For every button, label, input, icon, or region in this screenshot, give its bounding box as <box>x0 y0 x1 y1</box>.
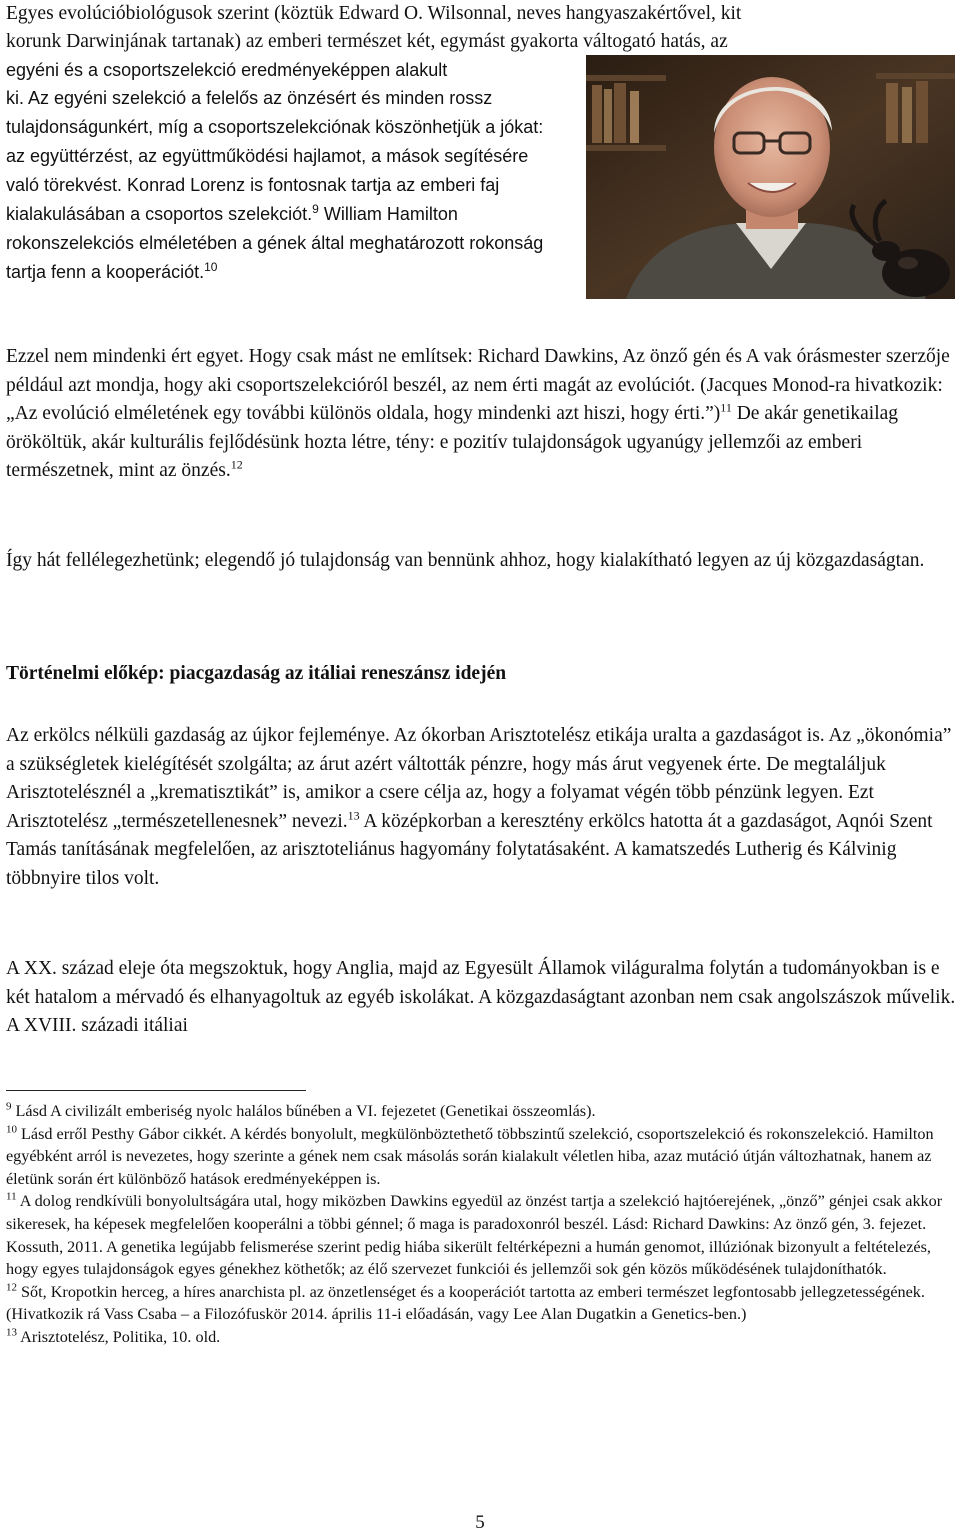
footnote-ref[interactable]: 11 <box>720 400 732 415</box>
paragraph-text: A középkorban a keresztény erkölcs hatotta át a gazdaságot, Aqnói Szent Tamás tanításának megfelelően, az arisztoteliánus hagyomány folytatásaként. A kamatszedés Lutherig és Kálvinig többnyire tilos volt. <box>6 810 933 889</box>
footnote-number: 13 <box>6 1326 17 1339</box>
footnote-number: 9 <box>6 1100 12 1113</box>
footnote-ref[interactable]: 9 <box>312 202 319 216</box>
footnote-text: A dolog rendkívüli bonyolultságára utal, hogy miközben Dawkins egyedül az önzést tartja a szelekció hajtóerejének, „önző” génjei csak akkor sikeresek, ha képesek megfelelően kooperálni a többi génnel; ő maga is paradoxonról beszél. Lásd: Richard Dawkins: Az önző gén, 3. fejezet. Kossuth, 2011. A genetika legújabb felismerése szerint pedig hiába sikerült feltérképezni a humán genomot, illúziónak bizonyult a feltételezés, hogy egyes tulajdonságok egyes génekhez köthetők; az élő szervezet funkciói és jellemzői sok gén közös működésének tulajdoníthatók. <box>6 1192 943 1279</box>
footnotes <box>6 1100 956 1349</box>
footnote-13 <box>6 1326 956 1349</box>
footnote-number: 11 <box>6 1190 17 1203</box>
footnote-11 <box>6 1190 956 1280</box>
portrait-image <box>586 55 955 299</box>
footnote-text: Lásd erről Pesthy Gábor cikkét. A kérdés bonyolult, megkülönböztethető többszintű szelekció, csoportszelekció és rokonszelekció. Hamilton egyébként arról is nevezetes, hogy szerinte a gének nem csak másolás során kialakult véletlen hiba, azaz mutáció útján változhatnak, hanem az életünk során ért különböző hatások eredményeképpen is. <box>6 1124 934 1188</box>
paragraph-conclusion: Így hát fellélegezhetünk; elegendő jó tulajdonság van bennünk ahhoz, hogy kialakítható legyen az új közgazdaságtan. <box>6 550 925 571</box>
footnote-text: Sőt, Kropotkin herceg, a híres anarchista pl. az önzetlenséget és a kooperációt tartotta az emberi természet legfontosabb jellegzetességének. (Hivatkozik rá Vass Csaba – a Filozófuskör 2014. április 11-i előadásán, vagy Lee Alan Dugatkin a Genetics-ben.) <box>6 1282 925 1324</box>
page-number: 5 <box>475 1512 485 1533</box>
intro-line: korunk Darwinjának tartanak) az emberi természet két, egymást gyakorta váltogató hatás, az <box>6 31 728 52</box>
footnote-ref[interactable]: 10 <box>204 260 218 274</box>
footnote-number: 12 <box>6 1281 17 1294</box>
portrait-photo <box>586 55 955 299</box>
footnote-9 <box>6 1100 956 1123</box>
footnote-10 <box>6 1123 956 1191</box>
footnote-ref[interactable]: 13 <box>347 808 360 822</box>
wrapped-paragraph <box>6 84 566 287</box>
footnote-number: 10 <box>6 1123 17 1136</box>
footnote-ref[interactable]: 12 <box>230 457 243 472</box>
paragraph-dawkins <box>6 343 956 486</box>
paragraph-history <box>6 722 956 893</box>
section-heading: Történelmi előkép: piacgazdaság az itáliai reneszánsz idején <box>6 663 507 684</box>
paragraph-twentieth-century: A XX. század eleje óta megszoktuk, hogy Anglia, majd az Egyesült Államok világuralma folytán a tudományokban is e két hatalom a mérvadó és elhanyagoltuk az egyéb iskolákat. A közgazdaságtant azonban nem csak angolszászok művelik. A XVIII. századi itáliai <box>6 958 956 1036</box>
footnote-text: Arisztotelész, Politika, 10. old. <box>17 1327 221 1346</box>
footnote-separator <box>6 1090 306 1091</box>
wrapped-text: ki. Az egyéni szelekció a felelős az önzésért és minden rossz tulajdonságunkért, míg a csoportszelekciónak köszönhetjük a jókat: az együttérzést, az együttműködési hajlamot, a mások segítésére való törekvést. Konrad Lorenz is fontosnak tartja az emberi faj kialakulásában a csoportos szelekciót. <box>6 88 544 224</box>
paragraph-text: Az erkölcs nélküli gazdaság az újkor fejleménye. Az ókorban Arisztotelész etikája uralta a gazdaságot is. Az „ökonómia” a szükségletek kielégítését szolgálta; az árut azért váltották pénzre, hogy más árut vegyenek érte. De megtaláljuk Arisztotelésznél a „krematisztikát” is, amikor a csere célja az, hogy a folyamat végén több pénzünk legyen. Ezt Arisztotelész „természetellenesnek” nevezi. <box>6 725 952 832</box>
footnote-12 <box>6 1281 956 1326</box>
intro-line: egyéni és a csoportszelekció eredményeképpen alakult <box>6 60 448 80</box>
wrapped-text: William Hamilton rokonszelekciós elméletében a gének által meghatározott rokonság tartja fenn a kooperációt. <box>6 204 544 282</box>
intro-line: Egyes evolúcióbiológusok szerint (köztük Edward O. Wilsonnal, neves hangyaszakértővel, kit <box>6 3 742 24</box>
paragraph-text: De akár genetikailag örököltük, akár kulturális fejlődésünk hozta létre, tény: e pozitív tulajdonságok ugyanúgy jellemzői az emberi természetnek, mint az önzés. <box>6 403 899 481</box>
footnote-text: Lásd A civilizált emberiség nyolc halálos bűnében a VI. fejezetet (Genetikai összeomlás). <box>11 1102 596 1120</box>
paragraph-text: Ezzel nem mindenki ért egyet. Hogy csak mást ne említsek: Richard Dawkins, Az önző gén és A vak órásmester szerzője például azt mondja, hogy aki csoportszelekcióról beszél, az nem érti magát az evolúciót. (Jacques Monod-ra hivatkozik: „Az evolúció elméletének egy további különös oldala, hogy mindenki azt hiszi, hogy érti.”) <box>6 346 950 424</box>
